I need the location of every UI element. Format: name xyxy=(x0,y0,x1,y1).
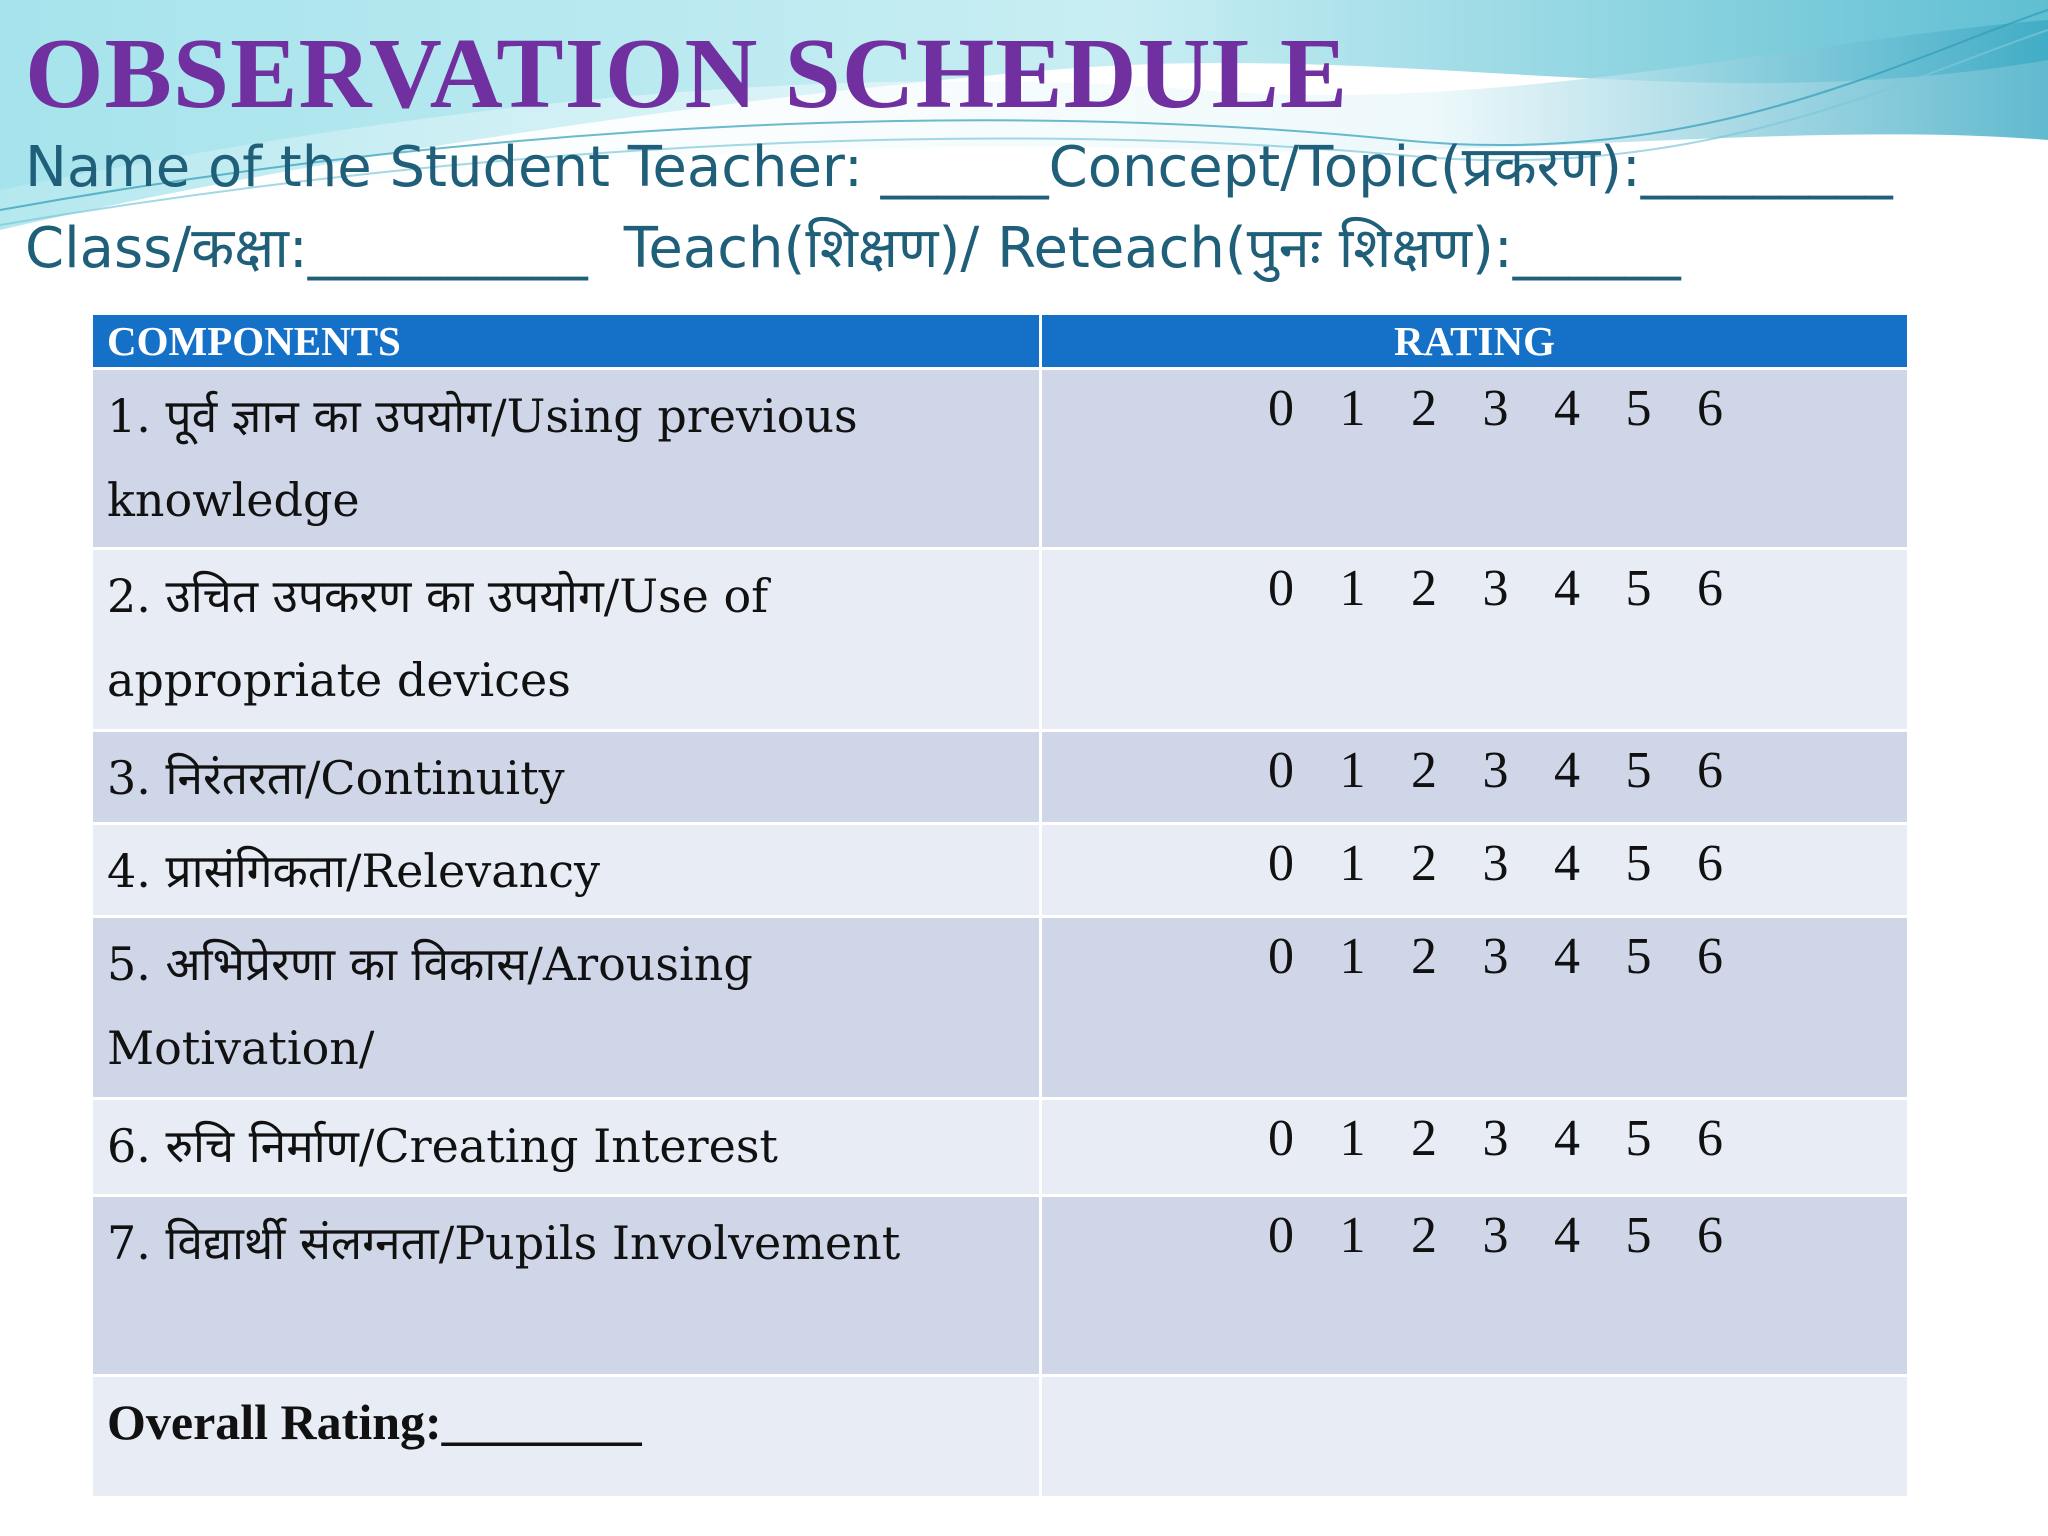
rating-header: RATING xyxy=(1041,314,1909,369)
rating-cell xyxy=(1041,824,1909,917)
rating-cell xyxy=(1041,369,1909,549)
rating-option[interactable]: 0 xyxy=(1268,835,1294,892)
rating-option[interactable]: 0 xyxy=(1268,380,1294,437)
rating-option[interactable]: 1 xyxy=(1339,380,1366,437)
table-row xyxy=(92,731,1909,824)
rating-option[interactable]: 5 xyxy=(1625,835,1652,892)
student-teacher-field[interactable]: Name of the Student Teacher: ______ xyxy=(25,135,1049,200)
rating-cell xyxy=(1041,917,1909,1099)
rating-option[interactable]: 5 xyxy=(1625,1110,1652,1167)
rating-option[interactable]: 5 xyxy=(1625,1207,1652,1264)
rating-option[interactable]: 2 xyxy=(1411,380,1437,437)
rating-option[interactable]: 4 xyxy=(1554,742,1580,799)
rating-option[interactable]: 6 xyxy=(1697,742,1723,799)
observation-table xyxy=(90,312,1910,1499)
rating-option[interactable]: 6 xyxy=(1697,560,1723,617)
component-label: 6. रुचि निर्माण/Creating Interest xyxy=(92,1099,1041,1196)
component-label: 7. विद्यार्थी संलग्नता/Pupils Involvement xyxy=(92,1196,1041,1376)
rating-option[interactable]: 2 xyxy=(1411,742,1437,799)
rating-option[interactable]: 3 xyxy=(1482,380,1509,437)
rating-option[interactable]: 2 xyxy=(1411,1207,1437,1264)
rating-scale xyxy=(1042,1201,1907,1271)
rating-option[interactable]: 5 xyxy=(1625,928,1652,985)
rating-option[interactable]: 0 xyxy=(1268,1207,1294,1264)
rating-scale xyxy=(1042,374,1907,444)
concept-topic-field[interactable]: Concept/Topic(प्रकरण):_________ xyxy=(1048,135,1893,200)
rating-option[interactable]: 4 xyxy=(1554,835,1580,892)
table-row xyxy=(92,1196,1909,1376)
rating-option[interactable]: 5 xyxy=(1625,742,1652,799)
rating-option[interactable]: 2 xyxy=(1411,835,1437,892)
table-row xyxy=(92,549,1909,731)
components-header: COMPONENTS xyxy=(92,314,1041,369)
rating-scale xyxy=(1042,829,1907,899)
rating-option[interactable]: 1 xyxy=(1339,1207,1366,1264)
overall-rating-label[interactable]: Overall Rating:________ xyxy=(107,1394,642,1450)
rating-scale xyxy=(1042,922,1907,992)
rating-cell xyxy=(1041,1099,1909,1196)
component-label: 5. अभिप्रेरणा का विकास/Arousing Motivation/ xyxy=(92,917,1041,1099)
table-row-overall xyxy=(92,1376,1909,1498)
field-line-class-teach xyxy=(25,214,1681,284)
table-row xyxy=(92,824,1909,917)
rating-option[interactable]: 1 xyxy=(1339,742,1366,799)
rating-option[interactable]: 4 xyxy=(1554,380,1580,437)
table-row xyxy=(92,369,1909,549)
rating-option[interactable]: 5 xyxy=(1625,560,1652,617)
rating-option[interactable]: 6 xyxy=(1697,380,1723,437)
rating-option[interactable]: 3 xyxy=(1482,1207,1509,1264)
overall-rating-cell xyxy=(92,1376,1041,1498)
rating-option[interactable]: 3 xyxy=(1482,560,1509,617)
field-line-teacher-topic xyxy=(25,133,1893,203)
rating-option[interactable]: 4 xyxy=(1554,1110,1580,1167)
component-label: 2. उचित उपकरण का उपयोग/Use of appropriate devices xyxy=(92,549,1041,731)
rating-option[interactable]: 2 xyxy=(1411,928,1437,985)
rating-scale xyxy=(1042,736,1907,806)
rating-option[interactable]: 0 xyxy=(1268,1110,1294,1167)
component-label: 4. प्रासंगिकता/Relevancy xyxy=(92,824,1041,917)
rating-option[interactable]: 4 xyxy=(1554,1207,1580,1264)
rating-option[interactable]: 1 xyxy=(1339,835,1366,892)
overall-rating-empty-cell xyxy=(1041,1376,1909,1498)
rating-option[interactable]: 3 xyxy=(1482,742,1509,799)
class-field[interactable]: Class/कक्षा:__________ xyxy=(25,216,588,281)
rating-option[interactable]: 3 xyxy=(1482,1110,1509,1167)
rating-cell xyxy=(1041,1196,1909,1376)
rating-option[interactable]: 0 xyxy=(1268,742,1294,799)
rating-option[interactable]: 2 xyxy=(1411,1110,1437,1167)
rating-option[interactable]: 4 xyxy=(1554,928,1580,985)
rating-cell xyxy=(1041,731,1909,824)
rating-option[interactable]: 1 xyxy=(1339,560,1366,617)
rating-scale xyxy=(1042,1104,1907,1174)
page-title: OBSERVATION SCHEDULE xyxy=(25,17,1349,129)
rating-option[interactable]: 6 xyxy=(1697,928,1723,985)
rating-option[interactable]: 6 xyxy=(1697,1110,1723,1167)
table-row xyxy=(92,1099,1909,1196)
rating-option[interactable]: 3 xyxy=(1482,928,1509,985)
rating-option[interactable]: 0 xyxy=(1268,560,1294,617)
rating-option[interactable]: 3 xyxy=(1482,835,1509,892)
rating-option[interactable]: 1 xyxy=(1339,928,1366,985)
rating-cell xyxy=(1041,549,1909,731)
table-row xyxy=(92,917,1909,1099)
rating-option[interactable]: 5 xyxy=(1625,380,1652,437)
rating-option[interactable]: 6 xyxy=(1697,1207,1723,1264)
rating-scale xyxy=(1042,554,1907,624)
rating-option[interactable]: 4 xyxy=(1554,560,1580,617)
rating-option[interactable]: 0 xyxy=(1268,928,1294,985)
rating-option[interactable]: 6 xyxy=(1697,835,1723,892)
rating-option[interactable]: 1 xyxy=(1339,1110,1366,1167)
teach-reteach-field[interactable]: Teach(शिक्षण)/ Reteach(पुनः शिक्षण):______ xyxy=(623,216,1681,281)
component-label: 3. निरंतरता/Continuity xyxy=(92,731,1041,824)
component-label: 1. पूर्व ज्ञान का उपयोग/Using previous knowledge xyxy=(92,369,1041,549)
rating-option[interactable]: 2 xyxy=(1411,560,1437,617)
table-header-row xyxy=(92,314,1909,369)
